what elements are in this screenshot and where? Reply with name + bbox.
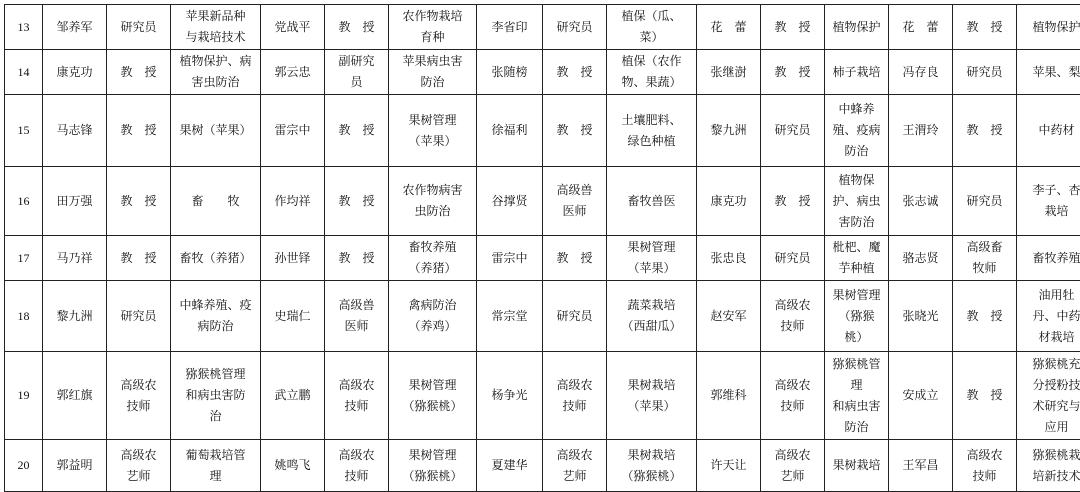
expert-name-cell: 张继澍 bbox=[697, 50, 761, 95]
expert-specialty-cell: 柿子栽培 bbox=[825, 50, 889, 95]
expert-name-cell: 姚鸣飞 bbox=[261, 440, 325, 492]
expert-title-cell: 教 授 bbox=[325, 167, 389, 236]
expert-name-cell: 徐福利 bbox=[477, 95, 543, 167]
expert-name-cell: 李省印 bbox=[477, 5, 543, 50]
expert-specialty-cell: 果树管理 （猕猴桃） bbox=[389, 440, 477, 492]
row-number: 18 bbox=[5, 281, 43, 352]
expert-name-cell: 花 蕾 bbox=[697, 5, 761, 50]
expert-name-cell: 黎九洲 bbox=[697, 95, 761, 167]
expert-title-cell: 研究员 bbox=[543, 5, 607, 50]
row-number: 14 bbox=[5, 50, 43, 95]
expert-title-cell: 研究员 bbox=[953, 167, 1017, 236]
expert-title-cell: 研究员 bbox=[107, 281, 171, 352]
expert-name-cell: 张晓光 bbox=[889, 281, 953, 352]
expert-name-cell: 夏建华 bbox=[477, 440, 543, 492]
expert-specialty-cell: 中蜂养殖、疫 病防治 bbox=[171, 281, 261, 352]
expert-title-cell: 高级农 技师 bbox=[761, 352, 825, 440]
expert-title-cell: 高级农 技师 bbox=[325, 440, 389, 492]
expert-title-cell: 教 授 bbox=[107, 95, 171, 167]
row-number: 13 bbox=[5, 5, 43, 50]
expert-name-cell: 杨争光 bbox=[477, 352, 543, 440]
expert-specialty-cell: 李子、杏 栽培 bbox=[1017, 167, 1080, 236]
expert-specialty-cell: 畜牧养殖 （养猪） bbox=[389, 236, 477, 281]
expert-title-cell: 教 授 bbox=[761, 5, 825, 50]
expert-name-cell: 康克功 bbox=[697, 167, 761, 236]
expert-name-cell: 张忠良 bbox=[697, 236, 761, 281]
expert-specialty-cell: 果树管理 （猕猴桃） bbox=[389, 352, 477, 440]
expert-specialty-cell: 植物保 护、病虫 害防治 bbox=[825, 167, 889, 236]
table-row bbox=[5, 236, 1080, 281]
expert-name-cell: 郭云忠 bbox=[261, 50, 325, 95]
expert-specialty-cell: 植保（农作 物、果蔬） bbox=[607, 50, 697, 95]
expert-title-cell: 教 授 bbox=[761, 50, 825, 95]
expert-specialty-cell: 中蜂养 殖、疫病 防治 bbox=[825, 95, 889, 167]
expert-name-cell: 邹养军 bbox=[43, 5, 107, 50]
expert-name-cell: 黎九洲 bbox=[43, 281, 107, 352]
expert-title-cell: 教 授 bbox=[953, 281, 1017, 352]
expert-specialty-cell: 猕猴桃栽 培新技术 bbox=[1017, 440, 1080, 492]
expert-name-cell: 谷撑贤 bbox=[477, 167, 543, 236]
expert-specialty-cell: 土壤肥料、 绿色种植 bbox=[607, 95, 697, 167]
expert-title-cell: 教 授 bbox=[953, 352, 1017, 440]
expert-specialty-cell: 畜牧（养猪） bbox=[171, 236, 261, 281]
expert-specialty-cell: 葡萄栽培管 理 bbox=[171, 440, 261, 492]
expert-name-cell: 骆志贤 bbox=[889, 236, 953, 281]
expert-specialty-cell: 禽病防治 （养鸡） bbox=[389, 281, 477, 352]
expert-specialty-cell: 蔬菜栽培 （西甜瓜） bbox=[607, 281, 697, 352]
expert-title-cell: 研究员 bbox=[107, 5, 171, 50]
expert-name-cell: 花 蕾 bbox=[889, 5, 953, 50]
expert-table bbox=[4, 4, 1080, 492]
table-row bbox=[5, 5, 1080, 50]
expert-name-cell: 武立鹏 bbox=[261, 352, 325, 440]
expert-title-cell: 教 授 bbox=[543, 95, 607, 167]
expert-specialty-cell: 果树（苹果） bbox=[171, 95, 261, 167]
expert-specialty-cell: 植物保护 bbox=[1017, 5, 1080, 50]
expert-name-cell: 雷宗中 bbox=[261, 95, 325, 167]
expert-specialty-cell: 油用牡 丹、中药 材栽培 bbox=[1017, 281, 1080, 352]
expert-title-cell: 高级农 艺师 bbox=[107, 440, 171, 492]
expert-title-cell: 高级农 艺师 bbox=[761, 440, 825, 492]
expert-title-cell: 高级农 艺师 bbox=[543, 440, 607, 492]
expert-specialty-cell: 中药材 bbox=[1017, 95, 1080, 167]
table-row bbox=[5, 352, 1080, 440]
expert-title-cell: 高级农 技师 bbox=[325, 352, 389, 440]
expert-name-cell: 雷宗中 bbox=[477, 236, 543, 281]
expert-name-cell: 马乃祥 bbox=[43, 236, 107, 281]
expert-title-cell: 教 授 bbox=[107, 236, 171, 281]
expert-specialty-cell: 植物保护、病 害虫防治 bbox=[171, 50, 261, 95]
expert-title-cell: 研究员 bbox=[953, 50, 1017, 95]
expert-specialty-cell: 果树管理 （苹果） bbox=[607, 236, 697, 281]
table-row bbox=[5, 440, 1080, 492]
table-row bbox=[5, 95, 1080, 167]
expert-title-cell: 教 授 bbox=[325, 95, 389, 167]
expert-title-cell: 高级兽 医师 bbox=[325, 281, 389, 352]
row-number: 19 bbox=[5, 352, 43, 440]
expert-title-cell: 教 授 bbox=[953, 95, 1017, 167]
expert-title-cell: 教 授 bbox=[107, 167, 171, 236]
table-row bbox=[5, 50, 1080, 95]
table-row bbox=[5, 167, 1080, 236]
expert-title-cell: 教 授 bbox=[325, 5, 389, 50]
expert-title-cell: 高级农 技师 bbox=[543, 352, 607, 440]
expert-name-cell: 郭维科 bbox=[697, 352, 761, 440]
expert-title-cell: 教 授 bbox=[543, 236, 607, 281]
expert-title-cell: 教 授 bbox=[953, 5, 1017, 50]
expert-specialty-cell: 果树栽培 （猕猴桃） bbox=[607, 440, 697, 492]
expert-title-cell: 教 授 bbox=[325, 236, 389, 281]
expert-title-cell: 研究员 bbox=[543, 281, 607, 352]
expert-table-sheet bbox=[4, 4, 1076, 492]
expert-name-cell: 孙世铎 bbox=[261, 236, 325, 281]
expert-specialty-cell: 果树栽培 bbox=[825, 440, 889, 492]
expert-title-cell: 研究员 bbox=[761, 236, 825, 281]
expert-title-cell: 高级畜 牧师 bbox=[953, 236, 1017, 281]
expert-name-cell: 康克功 bbox=[43, 50, 107, 95]
row-number: 17 bbox=[5, 236, 43, 281]
expert-title-cell: 高级农 技师 bbox=[761, 281, 825, 352]
expert-name-cell: 党战平 bbox=[261, 5, 325, 50]
expert-name-cell: 郭红旗 bbox=[43, 352, 107, 440]
expert-title-cell: 副研究 员 bbox=[325, 50, 389, 95]
expert-title-cell: 教 授 bbox=[761, 167, 825, 236]
expert-specialty-cell: 植物保护 bbox=[825, 5, 889, 50]
row-number: 15 bbox=[5, 95, 43, 167]
expert-specialty-cell: 农作物栽培 育种 bbox=[389, 5, 477, 50]
expert-name-cell: 冯存良 bbox=[889, 50, 953, 95]
expert-specialty-cell: 畜牧养殖 bbox=[1017, 236, 1080, 281]
expert-name-cell: 马志锋 bbox=[43, 95, 107, 167]
expert-specialty-cell: 畜牧兽医 bbox=[607, 167, 697, 236]
row-number: 20 bbox=[5, 440, 43, 492]
expert-name-cell: 王军昌 bbox=[889, 440, 953, 492]
expert-name-cell: 安成立 bbox=[889, 352, 953, 440]
expert-specialty-cell: 枇杷、魔 芋种植 bbox=[825, 236, 889, 281]
expert-title-cell: 教 授 bbox=[543, 50, 607, 95]
expert-name-cell: 张志诚 bbox=[889, 167, 953, 236]
expert-table-body bbox=[5, 5, 1080, 492]
expert-name-cell: 常宗堂 bbox=[477, 281, 543, 352]
expert-name-cell: 郭益明 bbox=[43, 440, 107, 492]
expert-specialty-cell: 果树栽培 （苹果） bbox=[607, 352, 697, 440]
expert-specialty-cell: 猕猴桃充 分授粉技 术研究与 应用 bbox=[1017, 352, 1080, 440]
expert-name-cell: 王渭玲 bbox=[889, 95, 953, 167]
table-row bbox=[5, 281, 1080, 352]
expert-specialty-cell: 苹果病虫害 防治 bbox=[389, 50, 477, 95]
expert-title-cell: 高级农 技师 bbox=[953, 440, 1017, 492]
expert-specialty-cell: 猕猴桃管理 和病虫害防 治 bbox=[171, 352, 261, 440]
expert-title-cell: 教 授 bbox=[107, 50, 171, 95]
expert-name-cell: 史瑞仁 bbox=[261, 281, 325, 352]
expert-name-cell: 张随榜 bbox=[477, 50, 543, 95]
expert-name-cell: 许天让 bbox=[697, 440, 761, 492]
expert-specialty-cell: 果树管理 （苹果） bbox=[389, 95, 477, 167]
expert-title-cell: 高级兽 医师 bbox=[543, 167, 607, 236]
expert-name-cell: 田万强 bbox=[43, 167, 107, 236]
expert-specialty-cell: 苹果、梨 bbox=[1017, 50, 1080, 95]
expert-specialty-cell: 果树管理 （猕猴 桃） bbox=[825, 281, 889, 352]
expert-specialty-cell: 猕猴桃管理 和病虫害 防治 bbox=[825, 352, 889, 440]
expert-specialty-cell: 农作物病害 虫防治 bbox=[389, 167, 477, 236]
expert-name-cell: 赵安军 bbox=[697, 281, 761, 352]
expert-name-cell: 作均祥 bbox=[261, 167, 325, 236]
expert-specialty-cell: 植保（瓜、 菜） bbox=[607, 5, 697, 50]
expert-title-cell: 研究员 bbox=[761, 95, 825, 167]
expert-specialty-cell: 畜 牧 bbox=[171, 167, 261, 236]
expert-specialty-cell: 苹果新品种 与栽培技术 bbox=[171, 5, 261, 50]
row-number: 16 bbox=[5, 167, 43, 236]
expert-title-cell: 高级农 技师 bbox=[107, 352, 171, 440]
